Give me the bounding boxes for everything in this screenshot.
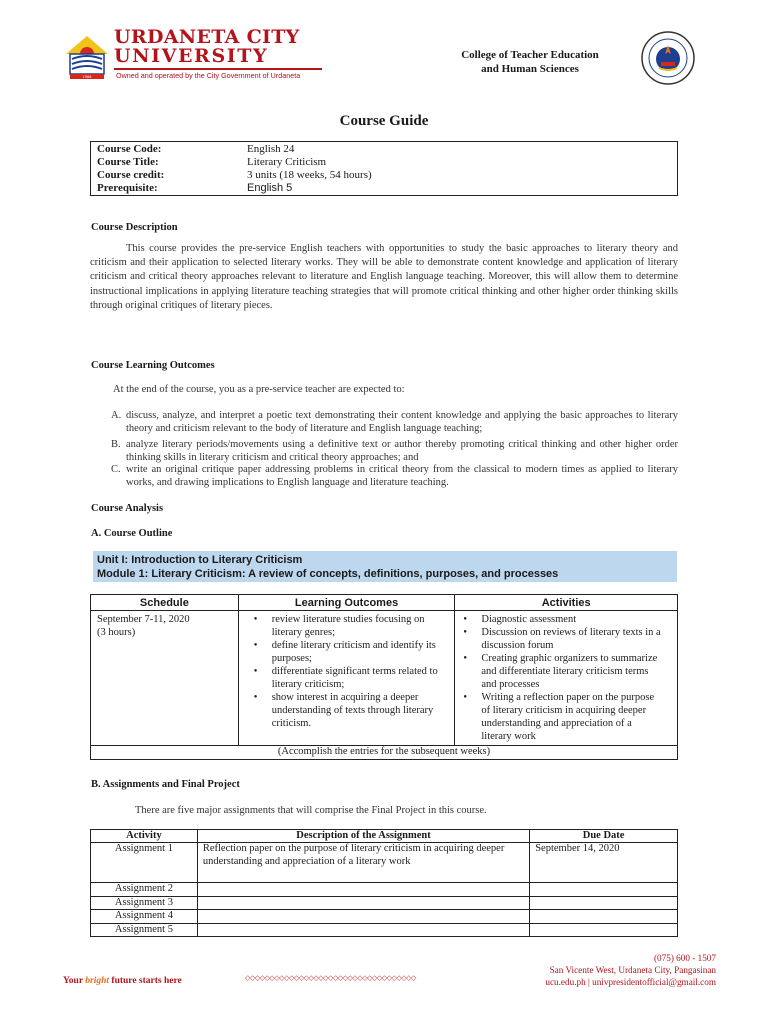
- activities-cell: [455, 611, 678, 746]
- info-value: 3 units (18 weeks, 54 hours): [247, 169, 372, 181]
- schedule-table: [90, 594, 678, 760]
- list-item: ● define literary criticism and identify its purposes;: [239, 639, 447, 665]
- description-cell: [197, 883, 529, 897]
- list-item: ● differentiate significant terms related to literary criticism;: [239, 665, 447, 691]
- info-value: Literary Criticism: [247, 156, 327, 168]
- table-row: [91, 611, 678, 746]
- unit-module-bar: [93, 551, 677, 582]
- due-date-cell: [530, 896, 678, 910]
- description-cell: [197, 923, 529, 937]
- college-seal-icon: [640, 30, 696, 86]
- course-description-text: This course provides the pre-service English teachers with opportunities to study the basic approaches to literary theory and criticism and their application to selected literary works. They will be able to demonstrate content knowledge and application of literary criticism and critical theory approaches relevant to literature and English language teaching. Moreover, this will allow them to determine instructional implications in applying literature teaching strategies that will promote critical thinking and other higher order thinking skills through original critiques of literary pieces.: [90, 243, 678, 311]
- college-line1: College of Teacher Education: [461, 49, 599, 61]
- table-row: [91, 910, 678, 924]
- tagline-part1: Your: [63, 976, 86, 986]
- schedule-header-row: [91, 595, 678, 611]
- col-header-activity: Activity: [91, 830, 198, 843]
- tagline-part2: future starts here: [109, 976, 182, 986]
- description-cell: Reflection paper on the purpose of literary criticism in acquiring deeper understanding and appreciation of a literary work: [197, 843, 529, 883]
- assignments-intro: There are five major assignments that will comprise the Final Project in this course.: [135, 805, 487, 816]
- outcome-letter: B.: [111, 439, 121, 450]
- university-name-line1: URDANETA CITY: [114, 26, 300, 48]
- description-cell: [197, 910, 529, 924]
- info-row-credit: [97, 169, 671, 182]
- outcome-text: write an original critique paper addressing problems in critical theory from the classical to modern times as applied to literary works, and drawing implications to English language and literature teaching.: [126, 464, 678, 489]
- course-outline-heading: A. Course Outline: [91, 528, 173, 539]
- list-item: ● Discussion on reviews of literary texts in a discussion forum: [455, 626, 663, 652]
- list-item: ● Creating graphic organizers to summarize and differentiate literary criticism terms and processes: [455, 652, 663, 691]
- activity-cell: Assignment 2: [91, 883, 198, 897]
- table-note: (Accomplish the entries for the subsequent weeks): [91, 746, 678, 760]
- footer-diamond-divider: ◇◇◇◇◇◇◇◇◇◇◇◇◇◇◇◇◇◇◇◇◇◇◇◇◇◇◇◇◇◇◇◇◇◇◇: [245, 974, 416, 982]
- table-row: [91, 896, 678, 910]
- list-item: ● Diagnostic assessment: [455, 613, 663, 626]
- list-item: ● review literature studies focusing on literary genres;: [239, 613, 447, 639]
- schedule-hours: (3 hours): [97, 627, 136, 638]
- logo-year: 1966: [82, 75, 92, 79]
- info-key: Prerequisite:: [97, 182, 158, 194]
- assignments-header-row: [91, 830, 678, 843]
- outcome-letter: A.: [111, 410, 122, 421]
- table-note-row: [91, 746, 678, 760]
- col-header-due-date: Due Date: [530, 830, 678, 843]
- course-description-heading: Course Description: [91, 222, 178, 233]
- learning-outcomes-intro: At the end of the course, you as a pre-service teacher are expected to:: [113, 384, 405, 395]
- page-title: Course Guide: [339, 113, 429, 129]
- info-value: English 24: [247, 143, 295, 155]
- activity-cell: Assignment 4: [91, 910, 198, 924]
- activity-cell: Assignment 1: [91, 843, 198, 883]
- col-header-description: Description of the Assignment: [197, 830, 529, 843]
- info-value: English 5: [247, 182, 293, 194]
- schedule-dates: September 7-11, 2020: [97, 614, 190, 625]
- university-name-line2: UNIVERSITY: [114, 45, 269, 67]
- col-header-learning-outcomes: Learning Outcomes: [238, 595, 455, 611]
- activity-cell: Assignment 5: [91, 923, 198, 937]
- table-row: [91, 883, 678, 897]
- tagline-bright: bright: [85, 976, 110, 986]
- footer-contact: ucu.edu.ph | univpresidentofficial@gmail.com: [545, 977, 716, 987]
- footer-address: San Vicente West, Urdaneta City, Pangasinan: [549, 965, 716, 975]
- outcome-item-a: [90, 409, 678, 436]
- due-date-cell: [530, 910, 678, 924]
- footer-address-block: [545, 952, 716, 988]
- col-header-schedule: Schedule: [91, 595, 239, 611]
- table-row: [91, 923, 678, 937]
- assignments-table: [90, 829, 678, 937]
- table-row: [91, 843, 678, 883]
- due-date-cell: [530, 923, 678, 937]
- unit-title: Unit I: Introduction to Literary Criticism: [97, 554, 303, 566]
- course-info-box: [90, 141, 678, 196]
- assignments-heading: B. Assignments and Final Project: [91, 779, 240, 790]
- info-key: Course credit:: [97, 169, 165, 181]
- activity-cell: Assignment 3: [91, 896, 198, 910]
- university-logo-icon: [62, 30, 112, 80]
- learning-outcomes-heading: Course Learning Outcomes: [91, 360, 215, 371]
- university-subtitle: Owned and operated by the City Government of Urdaneta: [116, 71, 301, 80]
- header-rule: [114, 68, 322, 70]
- outcome-letter: C.: [111, 464, 121, 475]
- course-analysis-heading: Course Analysis: [91, 503, 164, 514]
- college-line2: and Human Sciences: [481, 63, 579, 75]
- due-date-cell: September 14, 2020: [530, 843, 678, 883]
- info-row-code: [97, 143, 671, 156]
- info-row-prerequisite: [97, 182, 671, 195]
- list-item: ● show interest in acquiring a deeper understanding of texts through literary criticism.: [239, 691, 447, 730]
- module-title: Module 1: Literary Criticism: A review of concepts, definitions, purposes, and processes: [97, 568, 559, 580]
- footer-tagline: [63, 976, 182, 986]
- footer-phone: (075) 600 - 1507: [653, 953, 716, 963]
- outcome-text: analyze literary periods/movements using a definitive text or author thereby promoting critical thinking and other higher order thinking skills in literary criticism and critical theory approaches; and: [126, 439, 678, 464]
- due-date-cell: [530, 883, 678, 897]
- college-name: [430, 48, 630, 76]
- col-header-activities: Activities: [455, 595, 678, 611]
- outcome-item-c: [90, 463, 678, 490]
- info-key: Course Code:: [97, 143, 162, 155]
- learning-outcomes-cell: [238, 611, 455, 746]
- outcome-text: discuss, analyze, and interpret a poetic text demonstrating their content knowledge and applying the basic approaches to literary theory and criticism relevant to the body of literature and English language teaching;: [126, 410, 678, 435]
- list-item: ● Writing a reflection paper on the purpose of literary criticism in acquiring deeper understanding and appreciation of a literary work: [455, 691, 663, 743]
- outcome-item-b: [90, 438, 678, 465]
- page-header: [0, 0, 768, 100]
- schedule-cell: [91, 611, 239, 746]
- info-key: Course Title:: [97, 156, 159, 168]
- info-row-title: [97, 156, 671, 169]
- description-cell: [197, 896, 529, 910]
